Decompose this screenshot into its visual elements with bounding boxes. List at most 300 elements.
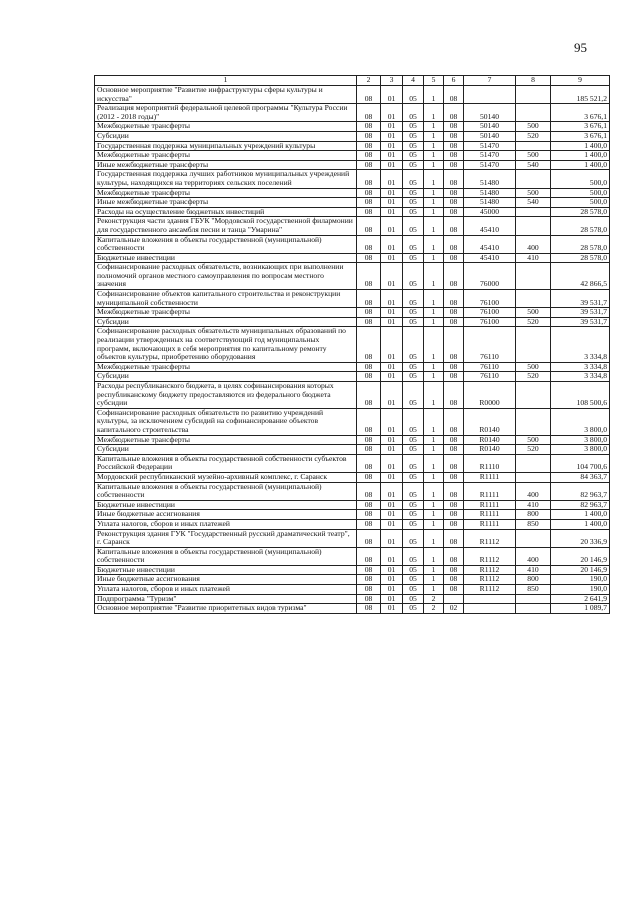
row-code: 01 (381, 445, 403, 455)
row-code: 01 (381, 435, 403, 445)
row-code: 76110 (464, 362, 516, 372)
row-code (516, 207, 551, 217)
table-row (95, 594, 610, 604)
row-description: Межбюджетные трансферты (95, 188, 357, 198)
budget-table (94, 75, 610, 614)
row-amount: 500,0 (551, 170, 610, 188)
row-code: 05 (403, 435, 424, 445)
row-code: 08 (444, 565, 464, 575)
row-code: 05 (403, 519, 424, 529)
row-code: R1111 (464, 519, 516, 529)
row-code: 01 (381, 317, 403, 327)
row-code: 01 (381, 529, 403, 547)
row-code (464, 594, 516, 604)
row-description: Основное мероприятие "Развитие приоритетных видов туризма" (95, 604, 357, 614)
row-amount: 20 146,9 (551, 547, 610, 565)
row-code: R1112 (464, 547, 516, 565)
row-code: 08 (444, 585, 464, 595)
row-description: Софинансирование расходных обязательств муниципальных образований по реализации утвержденных на соответствующий год муниципальных программ, включающих в себя мероприятия по капитальному ремонту объектов культуры, приобретению оборудования (95, 327, 357, 362)
row-code: 05 (403, 500, 424, 510)
row-code: 08 (444, 529, 464, 547)
row-code: 08 (444, 372, 464, 382)
row-amount: 2 641,9 (551, 594, 610, 604)
row-code (516, 104, 551, 122)
row-code: 01 (381, 604, 403, 614)
row-code: 08 (444, 207, 464, 217)
row-amount: 190,0 (551, 575, 610, 585)
row-amount: 3 676,1 (551, 122, 610, 132)
row-code: 08 (357, 327, 381, 362)
row-amount: 1 400,0 (551, 141, 610, 151)
row-code: 1 (424, 472, 444, 482)
row-description: Расходы республиканского бюджета, в целях софинансирования которых республиканскому бюджету предоставляются из федерального бюджета субсидии (95, 382, 357, 409)
table-row (95, 151, 610, 161)
row-code: 08 (444, 253, 464, 263)
row-code (516, 170, 551, 188)
row-code: 08 (444, 290, 464, 308)
table-row (95, 445, 610, 455)
table-row (95, 141, 610, 151)
row-code: 05 (403, 131, 424, 141)
row-code: 01 (381, 547, 403, 565)
row-code: 08 (444, 308, 464, 318)
row-code: R1111 (464, 500, 516, 510)
row-code: 1 (424, 160, 444, 170)
table-row (95, 362, 610, 372)
row-description: Капитальные вложения в объекты государственной собственности субъектов Российской Федерации (95, 454, 357, 472)
row-description: Иные бюджетные ассигнования (95, 510, 357, 520)
row-code (516, 290, 551, 308)
row-code: 08 (444, 170, 464, 188)
row-code: 05 (403, 317, 424, 327)
row-code: 1 (424, 519, 444, 529)
row-code: 08 (357, 160, 381, 170)
table-row (95, 519, 610, 529)
row-description: Субсидии (95, 317, 357, 327)
table-row (95, 510, 610, 520)
row-code: 08 (357, 454, 381, 472)
row-code: 51480 (464, 198, 516, 208)
row-code: 500 (516, 151, 551, 161)
table-row (95, 188, 610, 198)
row-code: R1112 (464, 575, 516, 585)
row-code: R1110 (464, 454, 516, 472)
row-description: Иные межбюджетные трансферты (95, 198, 357, 208)
row-code: 1 (424, 547, 444, 565)
row-code: 08 (357, 362, 381, 372)
row-code: 05 (403, 170, 424, 188)
row-code: 500 (516, 122, 551, 132)
table-row (95, 160, 610, 170)
row-description: Реконструкция здания ГУК "Государственный русский драматический театр", г. Саранск (95, 529, 357, 547)
row-code: 76110 (464, 327, 516, 362)
row-code: 05 (403, 151, 424, 161)
row-code: 1 (424, 510, 444, 520)
table-row (95, 547, 610, 565)
row-code: 08 (357, 122, 381, 132)
column-header-9: 9 (551, 76, 610, 86)
row-amount: 500,0 (551, 198, 610, 208)
row-code: 08 (357, 86, 381, 104)
row-code: 01 (381, 104, 403, 122)
table-row (95, 290, 610, 308)
row-code: 2 (424, 604, 444, 614)
row-code: 50140 (464, 104, 516, 122)
row-amount: 104 700,6 (551, 454, 610, 472)
row-code: 08 (357, 372, 381, 382)
row-code: 08 (357, 472, 381, 482)
row-code: 08 (357, 217, 381, 235)
row-code: 08 (444, 317, 464, 327)
row-description: Межбюджетные трансферты (95, 151, 357, 161)
row-amount: 3 800,0 (551, 445, 610, 455)
row-code: 500 (516, 435, 551, 445)
row-code: 05 (403, 308, 424, 318)
row-code: R1112 (464, 585, 516, 595)
table-row (95, 454, 610, 472)
table-row (95, 585, 610, 595)
row-code: 08 (357, 235, 381, 253)
row-code: 08 (357, 317, 381, 327)
row-description: Капитальные вложения в объекты государственной (муниципальной) собственности (95, 482, 357, 500)
row-code: 01 (381, 217, 403, 235)
table-row (95, 327, 610, 362)
row-code: 01 (381, 472, 403, 482)
row-amount: 3 676,1 (551, 131, 610, 141)
row-code: 05 (403, 207, 424, 217)
page-number: 95 (574, 40, 587, 55)
table-header-row (95, 76, 610, 86)
row-code (516, 141, 551, 151)
row-code: 1 (424, 585, 444, 595)
row-code: 400 (516, 482, 551, 500)
row-code: 02 (444, 604, 464, 614)
row-amount: 28 578,0 (551, 207, 610, 217)
row-code: 2 (424, 594, 444, 604)
row-code: 08 (444, 435, 464, 445)
row-code: 1 (424, 435, 444, 445)
column-header-7: 7 (464, 76, 516, 86)
table-body (95, 86, 610, 614)
row-code: 08 (444, 510, 464, 520)
table-row (95, 565, 610, 575)
row-code: 05 (403, 217, 424, 235)
row-code (516, 86, 551, 104)
row-amount: 84 363,7 (551, 472, 610, 482)
row-code: 1 (424, 122, 444, 132)
row-code: 01 (381, 565, 403, 575)
row-code: 1 (424, 308, 444, 318)
row-amount: 1 400,0 (551, 510, 610, 520)
row-amount: 39 531,7 (551, 317, 610, 327)
column-header-8: 8 (516, 76, 551, 86)
table-row (95, 170, 610, 188)
row-code: 1 (424, 454, 444, 472)
row-code: 05 (403, 188, 424, 198)
row-amount: 28 578,0 (551, 235, 610, 253)
row-code (516, 472, 551, 482)
row-amount: 185 521,2 (551, 86, 610, 104)
row-code: 01 (381, 160, 403, 170)
row-code: 05 (403, 604, 424, 614)
row-code: 45000 (464, 207, 516, 217)
row-amount: 28 578,0 (551, 253, 610, 263)
row-code: 01 (381, 263, 403, 290)
row-code: 400 (516, 547, 551, 565)
row-code: R0140 (464, 445, 516, 455)
row-amount: 3 334,8 (551, 372, 610, 382)
row-code: 05 (403, 86, 424, 104)
row-amount: 39 531,7 (551, 290, 610, 308)
table-row (95, 472, 610, 482)
row-code: 05 (403, 382, 424, 409)
row-amount: 3 800,0 (551, 408, 610, 435)
row-amount: 500,0 (551, 188, 610, 198)
row-code: 05 (403, 547, 424, 565)
row-code: 08 (444, 131, 464, 141)
row-code: 08 (357, 131, 381, 141)
row-code: 520 (516, 317, 551, 327)
row-code: 01 (381, 500, 403, 510)
row-code: 08 (357, 594, 381, 604)
row-code: 08 (444, 263, 464, 290)
row-description: Основное мероприятие "Развитие инфраструктуры сферы культуры и искусства" (95, 86, 357, 104)
row-code: 51480 (464, 170, 516, 188)
row-code: 05 (403, 104, 424, 122)
table-row (95, 317, 610, 327)
row-code: 1 (424, 382, 444, 409)
row-code: 05 (403, 445, 424, 455)
row-code: 1 (424, 86, 444, 104)
row-code: 45410 (464, 217, 516, 235)
row-code: R1112 (464, 565, 516, 575)
row-code (516, 327, 551, 362)
row-amount: 20 146,9 (551, 565, 610, 575)
table-row (95, 263, 610, 290)
row-code: 08 (357, 253, 381, 263)
row-code: 05 (403, 594, 424, 604)
row-code: 01 (381, 308, 403, 318)
row-code: 01 (381, 122, 403, 132)
row-code: 08 (444, 500, 464, 510)
table-row (95, 408, 610, 435)
row-code: 08 (357, 170, 381, 188)
row-code: 01 (381, 253, 403, 263)
row-code: 08 (444, 408, 464, 435)
row-code: 01 (381, 482, 403, 500)
row-code: 08 (444, 122, 464, 132)
row-code: 08 (444, 472, 464, 482)
row-code: 1 (424, 151, 444, 161)
row-amount: 190,0 (551, 585, 610, 595)
column-header-1: 1 (95, 76, 357, 86)
table-row (95, 529, 610, 547)
table-row (95, 207, 610, 217)
row-code: 08 (444, 86, 464, 104)
row-description: Бюджетные инвестиции (95, 500, 357, 510)
row-description: Мордовский республиканский музейно-архивный комплекс, г. Саранск (95, 472, 357, 482)
table-row (95, 122, 610, 132)
row-description: Бюджетные инвестиции (95, 565, 357, 575)
row-code: 01 (381, 594, 403, 604)
row-code: 1 (424, 198, 444, 208)
row-code: 01 (381, 372, 403, 382)
row-code: 08 (357, 500, 381, 510)
row-code: 540 (516, 160, 551, 170)
row-code: 01 (381, 188, 403, 198)
row-code: 1 (424, 362, 444, 372)
row-code: 520 (516, 131, 551, 141)
row-description: Бюджетные инвестиции (95, 253, 357, 263)
row-code: 50140 (464, 122, 516, 132)
row-code: 05 (403, 482, 424, 500)
row-code (516, 217, 551, 235)
row-code: 850 (516, 519, 551, 529)
row-code: 08 (357, 585, 381, 595)
row-code: 05 (403, 585, 424, 595)
row-code (516, 382, 551, 409)
row-code: 05 (403, 198, 424, 208)
row-code: 1 (424, 482, 444, 500)
row-description: Иные межбюджетные трансферты (95, 160, 357, 170)
row-code: R1111 (464, 482, 516, 500)
row-description: Софинансирование объектов капитального строительства и реконструкции муниципальной собственности (95, 290, 357, 308)
row-amount: 28 578,0 (551, 217, 610, 235)
row-description: Реконструкция части здания ГБУК "Мордовской государственной филармонии для государственного ансамбля песни и танца "Умарина" (95, 217, 357, 235)
row-code: 05 (403, 263, 424, 290)
row-code: 520 (516, 372, 551, 382)
row-code: 05 (403, 327, 424, 362)
row-code: 05 (403, 362, 424, 372)
row-code: 1 (424, 131, 444, 141)
row-description: Субсидии (95, 445, 357, 455)
row-code: 410 (516, 253, 551, 263)
row-code: 08 (357, 565, 381, 575)
table-row (95, 217, 610, 235)
row-description: Расходы на осуществление бюджетных инвестиций (95, 207, 357, 217)
row-code: 1 (424, 104, 444, 122)
row-code: 08 (444, 141, 464, 151)
row-code: 08 (357, 529, 381, 547)
row-code: 410 (516, 565, 551, 575)
table-row (95, 482, 610, 500)
row-code: 08 (357, 445, 381, 455)
row-code: 08 (357, 435, 381, 445)
row-amount: 1 089,7 (551, 604, 610, 614)
row-code: 800 (516, 510, 551, 520)
row-code: 76110 (464, 372, 516, 382)
row-description: Субсидии (95, 131, 357, 141)
row-code: 1 (424, 372, 444, 382)
row-amount: 108 500,6 (551, 382, 610, 409)
row-code: 1 (424, 188, 444, 198)
row-amount: 1 400,0 (551, 519, 610, 529)
row-description: Государственная поддержка лучших работников муниципальных учреждений культуры, находящихся на территориях сельских поселений (95, 170, 357, 188)
table-row (95, 86, 610, 104)
row-code: 01 (381, 207, 403, 217)
row-code: 08 (357, 408, 381, 435)
row-code: 76100 (464, 290, 516, 308)
row-code: 01 (381, 290, 403, 308)
row-code: 08 (357, 604, 381, 614)
row-code: 08 (357, 198, 381, 208)
row-code: 08 (357, 510, 381, 520)
row-amount: 1 400,0 (551, 151, 610, 161)
row-code: 01 (381, 510, 403, 520)
row-code: 08 (444, 362, 464, 372)
row-code: 45410 (464, 253, 516, 263)
row-code: 01 (381, 198, 403, 208)
row-amount: 20 336,9 (551, 529, 610, 547)
row-description: Уплата налогов, сборов и иных платежей (95, 585, 357, 595)
row-description: Межбюджетные трансферты (95, 362, 357, 372)
row-code: 500 (516, 362, 551, 372)
row-code: 08 (444, 188, 464, 198)
row-code: 01 (381, 151, 403, 161)
row-amount: 42 866,5 (551, 263, 610, 290)
row-code: 01 (381, 235, 403, 253)
row-code: 400 (516, 235, 551, 253)
row-code: 08 (357, 263, 381, 290)
row-code: 08 (444, 217, 464, 235)
row-code (516, 594, 551, 604)
row-code: 05 (403, 160, 424, 170)
row-code: 520 (516, 445, 551, 455)
row-code: 05 (403, 510, 424, 520)
row-code: 51470 (464, 160, 516, 170)
row-code: 1 (424, 565, 444, 575)
row-code: 51470 (464, 141, 516, 151)
row-amount: 1 400,0 (551, 160, 610, 170)
row-code: R1111 (464, 472, 516, 482)
row-code: 500 (516, 188, 551, 198)
row-code: 05 (403, 141, 424, 151)
row-description: Межбюджетные трансферты (95, 308, 357, 318)
row-code: 08 (357, 207, 381, 217)
row-code: 01 (381, 519, 403, 529)
row-code: 05 (403, 122, 424, 132)
row-code: 76100 (464, 317, 516, 327)
table-row (95, 500, 610, 510)
row-code: 08 (444, 575, 464, 585)
row-code: 1 (424, 317, 444, 327)
row-code: 01 (381, 86, 403, 104)
row-code: 01 (381, 408, 403, 435)
row-amount: 3 334,8 (551, 327, 610, 362)
row-description: Софинансирование расходных обязательств по развитию учреждений культуры, за исключением субсидий на софинансирование объектов капитального строительства (95, 408, 357, 435)
row-code: 05 (403, 235, 424, 253)
row-code: 08 (444, 198, 464, 208)
row-code: R1112 (464, 529, 516, 547)
table-row (95, 382, 610, 409)
row-code: 1 (424, 500, 444, 510)
column-header-3: 3 (381, 76, 403, 86)
row-description: Капитальные вложения в объекты государственной (муниципальной) собственности (95, 235, 357, 253)
row-code: 08 (444, 445, 464, 455)
row-code: 05 (403, 454, 424, 472)
row-amount: 82 963,7 (551, 482, 610, 500)
table-row (95, 253, 610, 263)
row-code: 08 (357, 547, 381, 565)
row-amount: 3 334,8 (551, 362, 610, 372)
row-code: 800 (516, 575, 551, 585)
row-code: 08 (444, 547, 464, 565)
row-code: 1 (424, 327, 444, 362)
row-code: 01 (381, 362, 403, 372)
row-code: 08 (444, 482, 464, 500)
row-code: 01 (381, 575, 403, 585)
row-code: 08 (444, 454, 464, 472)
